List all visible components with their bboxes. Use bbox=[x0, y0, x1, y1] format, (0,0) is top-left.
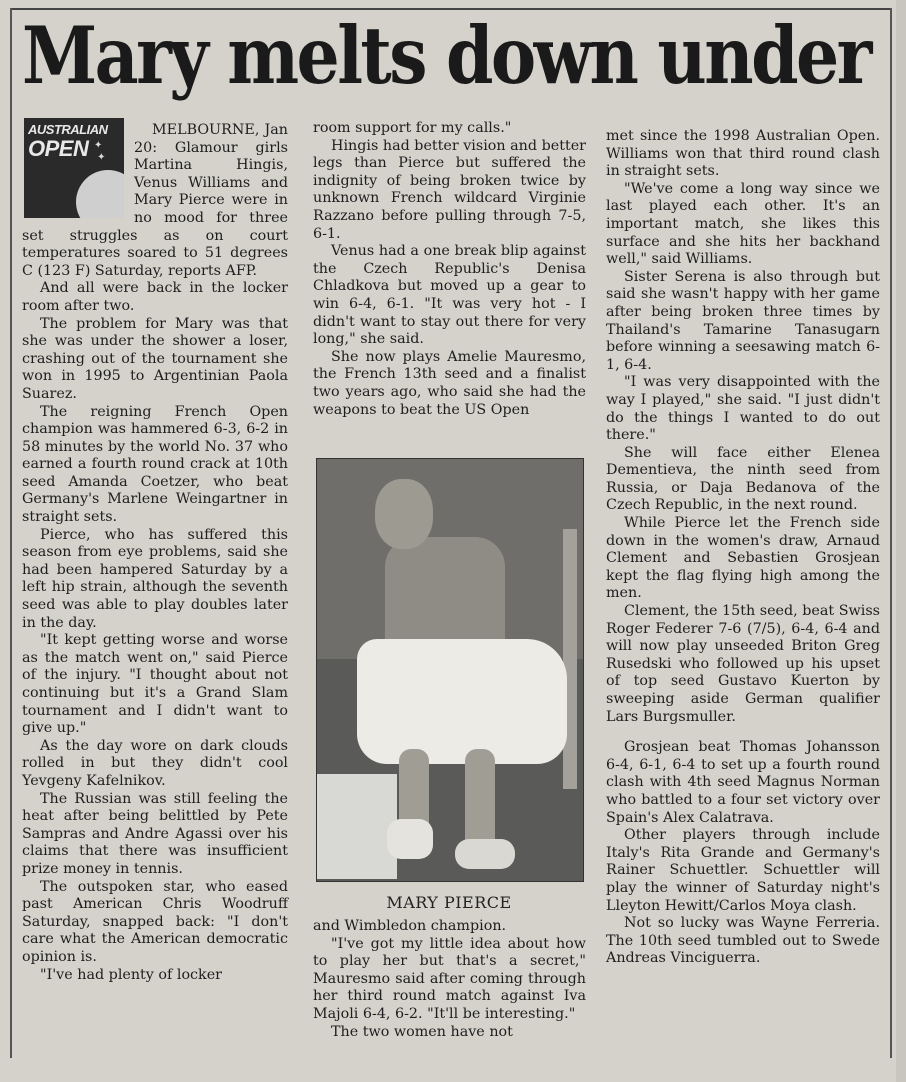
paragraph: Venus had a one break blip against the Czech Republic's Denisa Chladkova but moved up a gear to win 6-4, 6-1. "It was very hot - I didn't want to stay out there for very long," she said. bbox=[313, 243, 586, 348]
page-edge bbox=[896, 0, 906, 1082]
paragraph: "I've got my little idea about how to play her but that's a secret," Mauresmo said after coming through her third round match against Iva Majoli 6-4, 6-2. "It'll be interesting." bbox=[313, 935, 586, 1022]
paragraph: "We've come a long way since we last played each other. It's an important match, she likes this surface and she hits her backhand well," said Williams. bbox=[606, 180, 880, 268]
article-column-2-continued bbox=[313, 918, 586, 1041]
paragraph: Other players through include Italy's Rita Grande and Germany's Rainer Schuettler. Schuettler will play the winner of Saturday night's Lleyton Hewitt/Carlos Moya clash. bbox=[606, 827, 880, 914]
paragraph: The problem for Mary was that she was under the shower a loser, crashing out of the tournament she won in 1995 to Argentinian Paola Suarez. bbox=[22, 315, 288, 402]
mary-pierce-photo bbox=[316, 458, 584, 882]
logo-spacer bbox=[22, 122, 134, 224]
paragraph: Grosjean beat Thomas Johansson 6-4, 6-1, 6-4 to set up a fourth round clash with 4th seed Magnus Norman who battled to a four set victory over Spain's Alex Calatrava. bbox=[606, 739, 880, 826]
paragraph: "I was very disappointed with the way I played," she said. "I just didn't do the things I wanted to do out there." bbox=[606, 374, 880, 444]
paragraph: The reigning French Open champion was hammered 6-3, 6-2 in 58 minutes by the world No. 37 who earned a fourth round crack at 10th seed Amanda Coetzer, who beat Germany's Marlene Weingartner in straight sets. bbox=[22, 403, 288, 526]
article-column-3 bbox=[606, 128, 880, 968]
paragraph: and Wimbledon champion. bbox=[313, 918, 507, 934]
photo-head bbox=[375, 479, 433, 549]
paragraph: Sister Serena is also through but said she wasn't happy with her game after being broken three times by Thailand's Tamarine Tanasugarn before winning a seesawing match 6-1, 6-4. bbox=[606, 268, 880, 373]
article-column-2 bbox=[313, 120, 586, 419]
paragraph: room support for my calls." bbox=[313, 120, 512, 136]
paragraph: "It kept getting worse and worse as the match went on," said Pierce of the injury. "I thought about not continuing but it's a Grand Slam tournament and I didn't want to give up." bbox=[22, 632, 288, 737]
headline: Mary melts down under bbox=[22, 9, 870, 102]
paragraph: She now plays Amelie Mauresmo, the French 13th seed and a finalist two years ago, who said she had the weapons to beat the US Open bbox=[313, 348, 586, 418]
paragraph: While Pierce let the French side down in the women's draw, Arnaud Clement and Sebastien Grosjean kept the flag flying high among the men. bbox=[606, 515, 880, 602]
paragraph: The Russian was still feeling the heat after being belittled by Pete Sampras and Andre Agassi over his claims that there was insufficient prize money in tennis. bbox=[22, 790, 288, 877]
paragraph: The two women have not bbox=[331, 1023, 513, 1040]
dateline-paragraph: MELBOURNE, Jan 20: Glamour girls Martina Hingis, Venus Williams and Mary Pierce were in no mood for three set struggles as on court temperatures soared to 51 degrees C (123 F) Saturday, reports AFP. bbox=[22, 122, 288, 279]
paragraph: As the day wore on dark clouds rolled in but they didn't cool Yevgeny Kafelnikov. bbox=[22, 737, 288, 789]
photo-pole bbox=[563, 529, 577, 789]
logo-line2: OPEN bbox=[28, 136, 89, 161]
paragraph: She will face either Elenea Dementieva, the ninth seed from Russia, or Daja Bedanova of the Czech Republic, in the next round. bbox=[606, 444, 880, 514]
paragraph: Clement, the 15th seed, beat Swiss Roger Federer 7-6 (7/5), 6-4, 6-4 and will now play unseeded Briton Greg Rusedski who followed up his upset of top seed Gustavo Kuerton by sweeping aside German qualifier Lars Burgsmuller. bbox=[606, 603, 880, 725]
left-rule bbox=[10, 8, 12, 1058]
photo-towel bbox=[317, 774, 397, 879]
paragraph: met since the 1998 Australian Open. Williams won that third round clash in straight sets. bbox=[606, 128, 880, 180]
article-column-1 bbox=[22, 122, 288, 984]
paragraph: "I've had plenty of locker bbox=[40, 966, 223, 983]
paragraph: The outspoken star, who eased past American Chris Woodruff Saturday, snapped back: "I don't care what the American democratic opinion is. bbox=[22, 878, 288, 965]
photo-shoe bbox=[387, 819, 433, 859]
stars-icon: ✦ ✦ bbox=[94, 140, 106, 163]
right-rule bbox=[890, 8, 892, 1058]
photo-skirt bbox=[357, 639, 567, 764]
paragraph: Not so lucky was Wayne Ferreria. The 10th seed tumbled out to Swede Andreas Vinciguerra. bbox=[606, 915, 880, 967]
paragraph: Pierce, who has suffered this season from eye problems, said she had been hampered Saturday by a left hip strain, although the seventh seed was able to play doubles later in the day. bbox=[22, 526, 288, 631]
logo-line1: AUSTRALIAN bbox=[28, 122, 108, 137]
paragraph: And all were back in the locker room after two. bbox=[22, 280, 288, 314]
photo-shoe bbox=[455, 839, 515, 869]
paragraph: Hingis had better vision and better legs than Pierce but suffered the indignity of being broken twice by unknown French wildcard Virginie Razzano before pulling through 7-5, 6-1. bbox=[313, 137, 586, 242]
photo-caption: MARY PIERCE bbox=[386, 893, 512, 912]
